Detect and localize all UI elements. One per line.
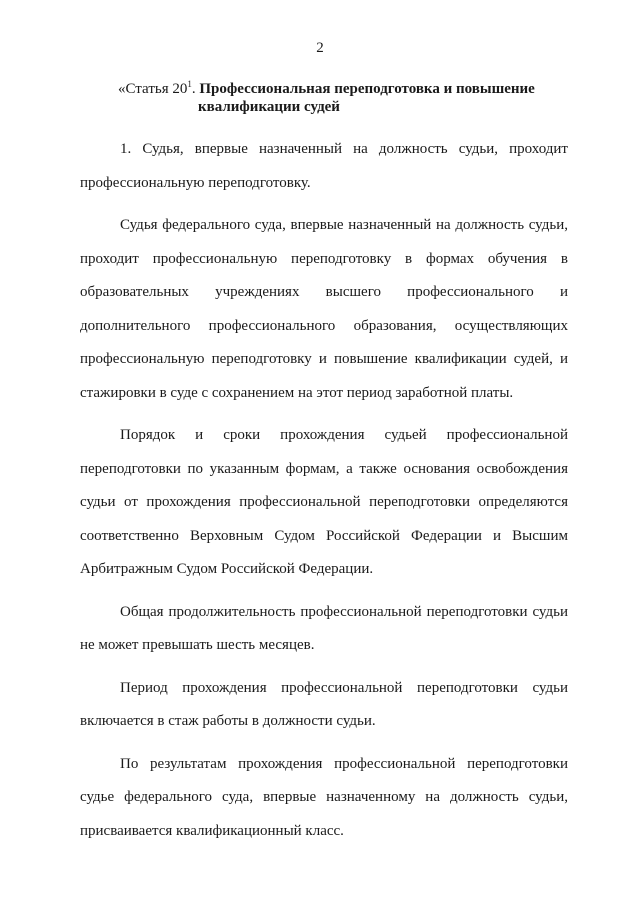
article-heading — [118, 80, 578, 116]
paragraph-1: 1. Судья, впервые назначенный на должность судьи, проходит профессиональную переподготовку. — [80, 141, 568, 191]
article-prefix: «Статья 20 — [118, 81, 188, 97]
article-number-superscript: 1 — [187, 79, 192, 89]
paragraph-2: Судья федерального суда, впервые назначенный на должность судьи, проходит профессиональную переподготовку в формах обучения в образовательных учреждениях высшего профессионального и дополнительного профессионального образования, осуществляющих профессиональную переподготовку и повышение квалификации судей, и стажировки в суде с сохранением на этот период заработной платы. — [80, 217, 568, 401]
paragraph-5: Период прохождения профессиональной переподготовки судьи включается в стаж работы в должности судьи. — [80, 679, 568, 729]
paragraph-4: Общая продолжительность профессиональной переподготовки судьи не может превышать шесть месяцев. — [80, 603, 568, 653]
page-number: 2 — [316, 40, 324, 56]
paragraph-3: Порядок и сроки прохождения судьей профессиональной переподготовки по указанным формам, а также основания освобождения судьи от прохождения профессиональной переподготовки определяются соответственно Верховным Судом Российской Федерации и Высшим Арбитражным Судом Российской Федерации. — [80, 427, 568, 577]
article-prefix-dot: . — [191, 81, 200, 97]
article-body — [80, 133, 568, 857]
paragraph-6: По результатам прохождения профессиональной переподготовки судье федерального суда, впервые назначенному на должность судьи, присваивается квалификационный класс. — [80, 755, 568, 839]
article-title-line2: квалификации судей — [198, 99, 340, 115]
article-title-line1: Профессиональная переподготовка и повышение — [199, 81, 535, 97]
